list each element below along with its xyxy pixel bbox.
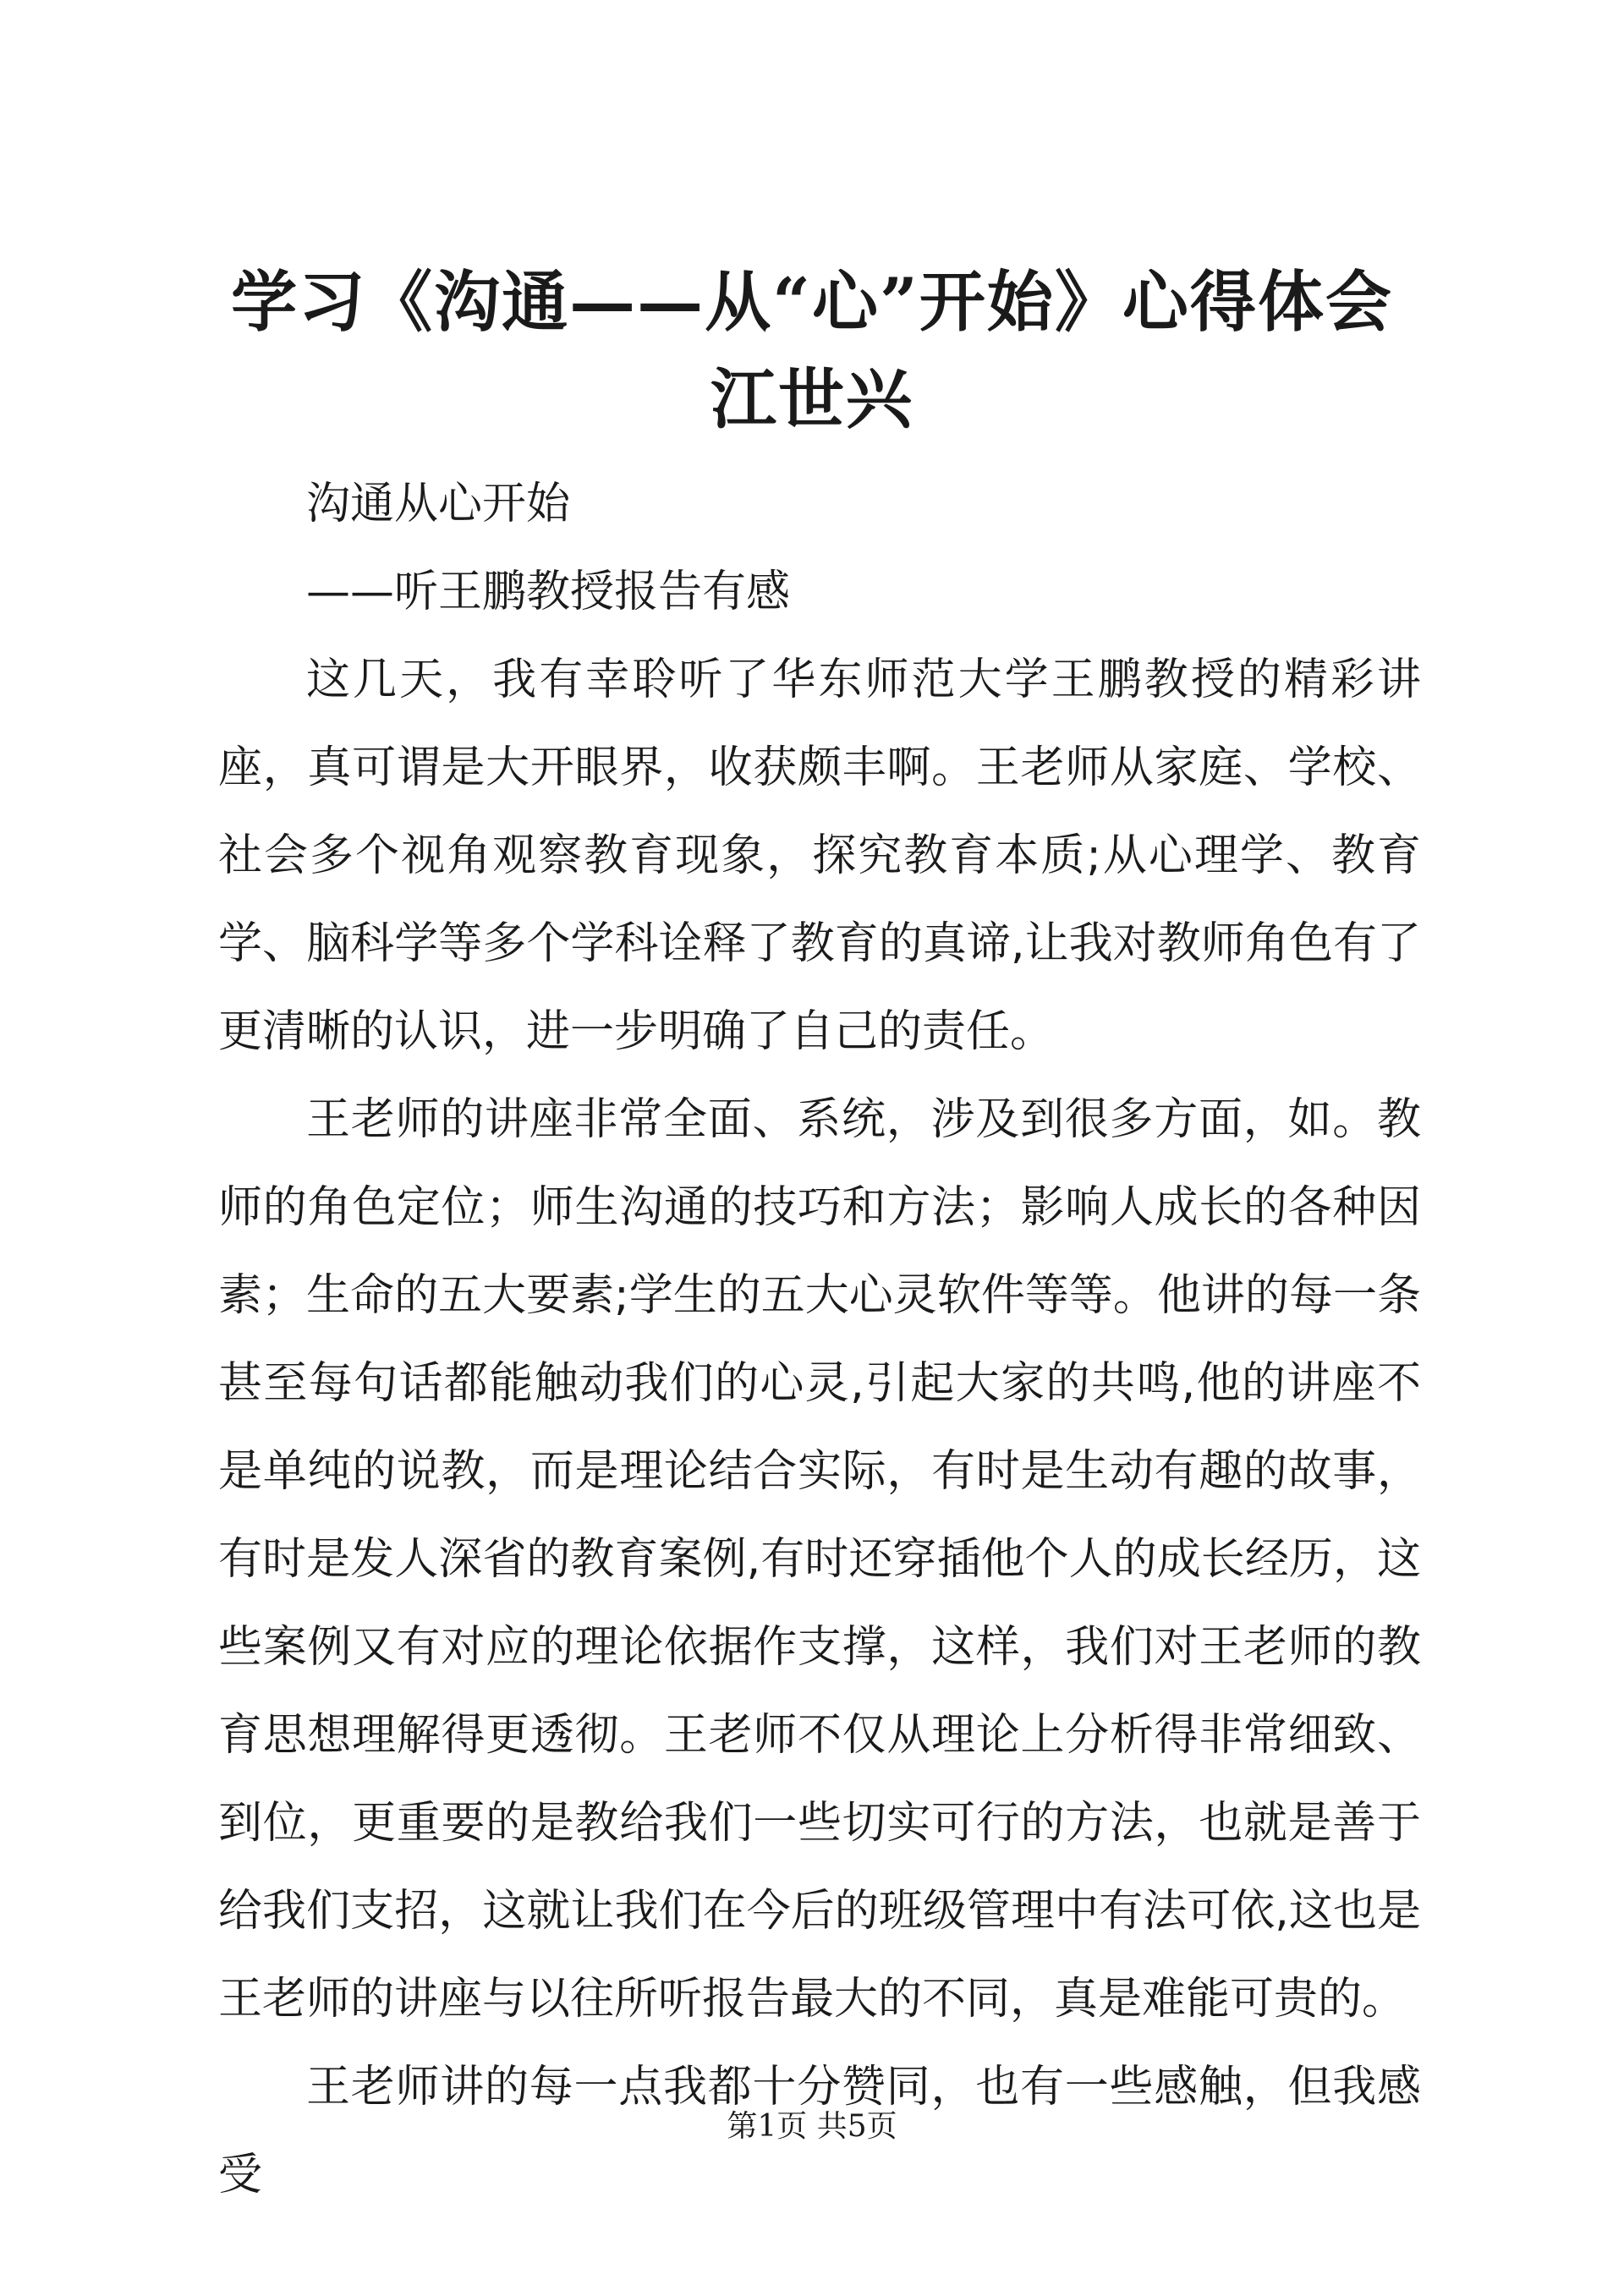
document-body — [218, 460, 1421, 2219]
paragraph: ——听王鹏教授报告有感 — [306, 567, 791, 617]
page-footer: 第1页 共5页 — [727, 2109, 897, 2144]
paragraph: 这几天，我有幸聆听了华东师范大学王鹏教授的精彩讲座，真可谓是大开眼界，收获颇丰啊。王老师从家庭、学校、社会多个视角观察教育现象，探究教育本质;从心理学、教育学、脑科学等多个学科诠释了教育的真谛,让我对教师角色有了更清晰的认识，进一步明确了自己的责任。 — [218, 655, 1421, 1057]
document-title: 学习《沟通——从“心”开始》心得体会江世兴 — [231, 264, 1393, 438]
paragraph: 沟通从心开始 — [306, 479, 571, 529]
paragraph: 王老师的讲座非常全面、系统，涉及到很多方面，如。教师的角色定位；师生沟通的技巧和方法；影响人成长的各种因素；生命的五大要素;学生的五大心灵软件等等。他讲的每一条甚至每句话都能触动我们的心灵,引起大家的共鸣,他的讲座不是单纯的说教，而是理论结合实际，有时是生动有趣的故事，有时是发人深省的教育案例,有时还穿插他个人的成长经历，这些案例又有对应的理论依据作支撑，这样，我们对王老师的教育思想理解得更透彻。王老师不仅从理论上分析得非常细致、到位，更重要的是教给我们一些切实可行的方法，也就是善于给我们支招，这就让我们在今后的班级管理中有法可依,这也是王老师的讲座与以往所听报告最大的不同，真是难能可贵的。 — [218, 1094, 1421, 2025]
paragraph: 王老师讲的每一点我都十分赞同，也有一些感触，但我感受 — [218, 2062, 1421, 2200]
